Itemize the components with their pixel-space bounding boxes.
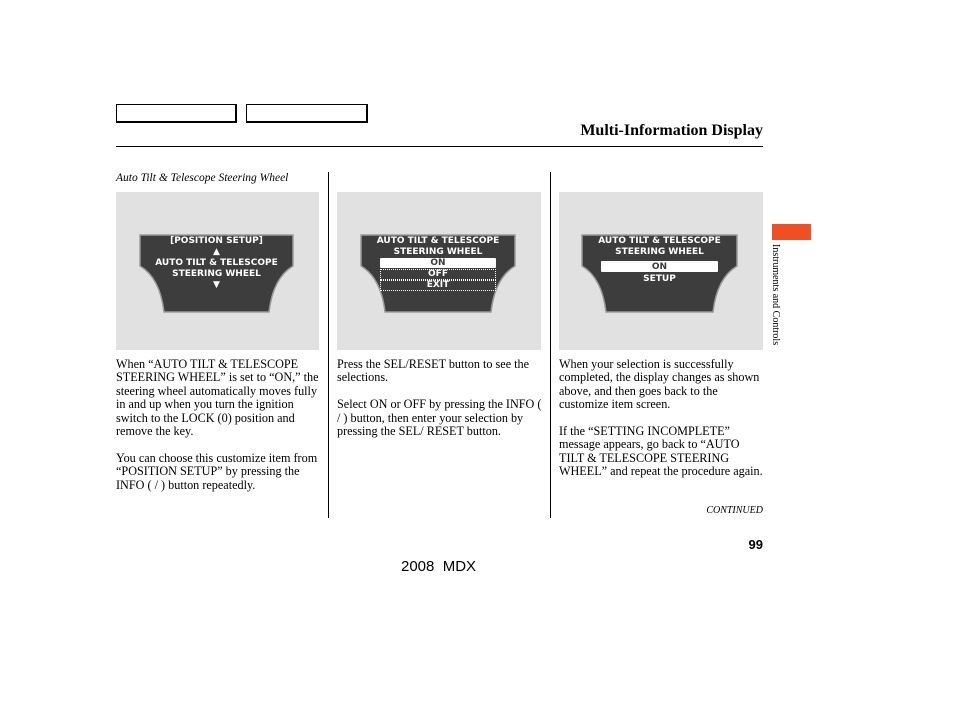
screen-line: STEERING WHEEL: [172, 269, 261, 279]
section-tab: [772, 224, 811, 240]
option-off: OFF: [428, 269, 448, 279]
page-number: 99: [748, 537, 763, 552]
section-label: Instruments and Controls: [770, 244, 781, 346]
text-column-3: [559, 358, 764, 492]
text-column-2: [337, 358, 542, 452]
mid-screen-2: [360, 234, 516, 313]
nav-box-left[interactable]: [116, 104, 237, 123]
screen-line: AUTO TILT & TELESCOPE: [598, 236, 721, 246]
mid-screen-1: [139, 234, 294, 313]
up-arrow-icon: ▲: [213, 247, 220, 257]
screen-line: AUTO TILT & TELESCOPE: [155, 258, 278, 268]
mid-screen-3: [581, 234, 738, 313]
screen-line: STEERING WHEEL: [615, 247, 704, 257]
paragraph: You can choose this customize item from “POSITION SETUP” by pressing the INFO ( / ) button repeatedly.: [116, 450, 318, 492]
paragraph: Press the SEL/RESET button to see the selections.: [337, 357, 530, 385]
paragraph: When “AUTO TILT & TELESCOPE STEERING WHEEL” is set to “ON,” the steering wheel automatically moves fully in and up when you turn the ignition switch to the LOCK (0) position and remove the key.: [116, 357, 319, 439]
paragraph: When your selection is successfully completed, the display changes as shown above, and then goes back to the customize item screen.: [559, 357, 760, 412]
display-panel-2: [337, 192, 541, 350]
header-rule: [116, 146, 763, 147]
option-exit: EXIT: [426, 280, 450, 290]
figure-caption: Auto Tilt & Telescope Steering Wheel: [116, 172, 289, 184]
page-title: Multi-Information Display: [580, 122, 763, 139]
paragraph: Select ON or OFF by pressing the INFO ( / ) button, then enter your selection by pressing the SEL/ RESET button.: [337, 397, 542, 439]
screen-line: AUTO TILT & TELESCOPE: [376, 236, 500, 246]
text-column-1: [116, 358, 320, 505]
option-on: ON: [651, 262, 668, 272]
display-panel-1: [116, 192, 319, 350]
paragraph: If the “SETTING INCOMPLETE” message appears, go back to “AUTO TILT & TELESCOPE STEERING WHEEL” and repeat the procedure again.: [559, 424, 763, 479]
column-divider-1: [328, 172, 329, 518]
nav-box-right[interactable]: [246, 104, 368, 123]
display-panel-3: [559, 192, 763, 350]
option-on: ON: [430, 258, 446, 268]
option-setup: SETUP: [643, 274, 676, 284]
screen-line: STEERING WHEEL: [393, 247, 483, 257]
down-arrow-icon: ▼: [213, 280, 220, 290]
footer-model: 2008 MDX: [401, 558, 477, 575]
screen-line: [POSITION SETUP]: [170, 236, 263, 246]
continued-label: CONTINUED: [706, 505, 763, 516]
column-divider-2: [550, 172, 551, 518]
